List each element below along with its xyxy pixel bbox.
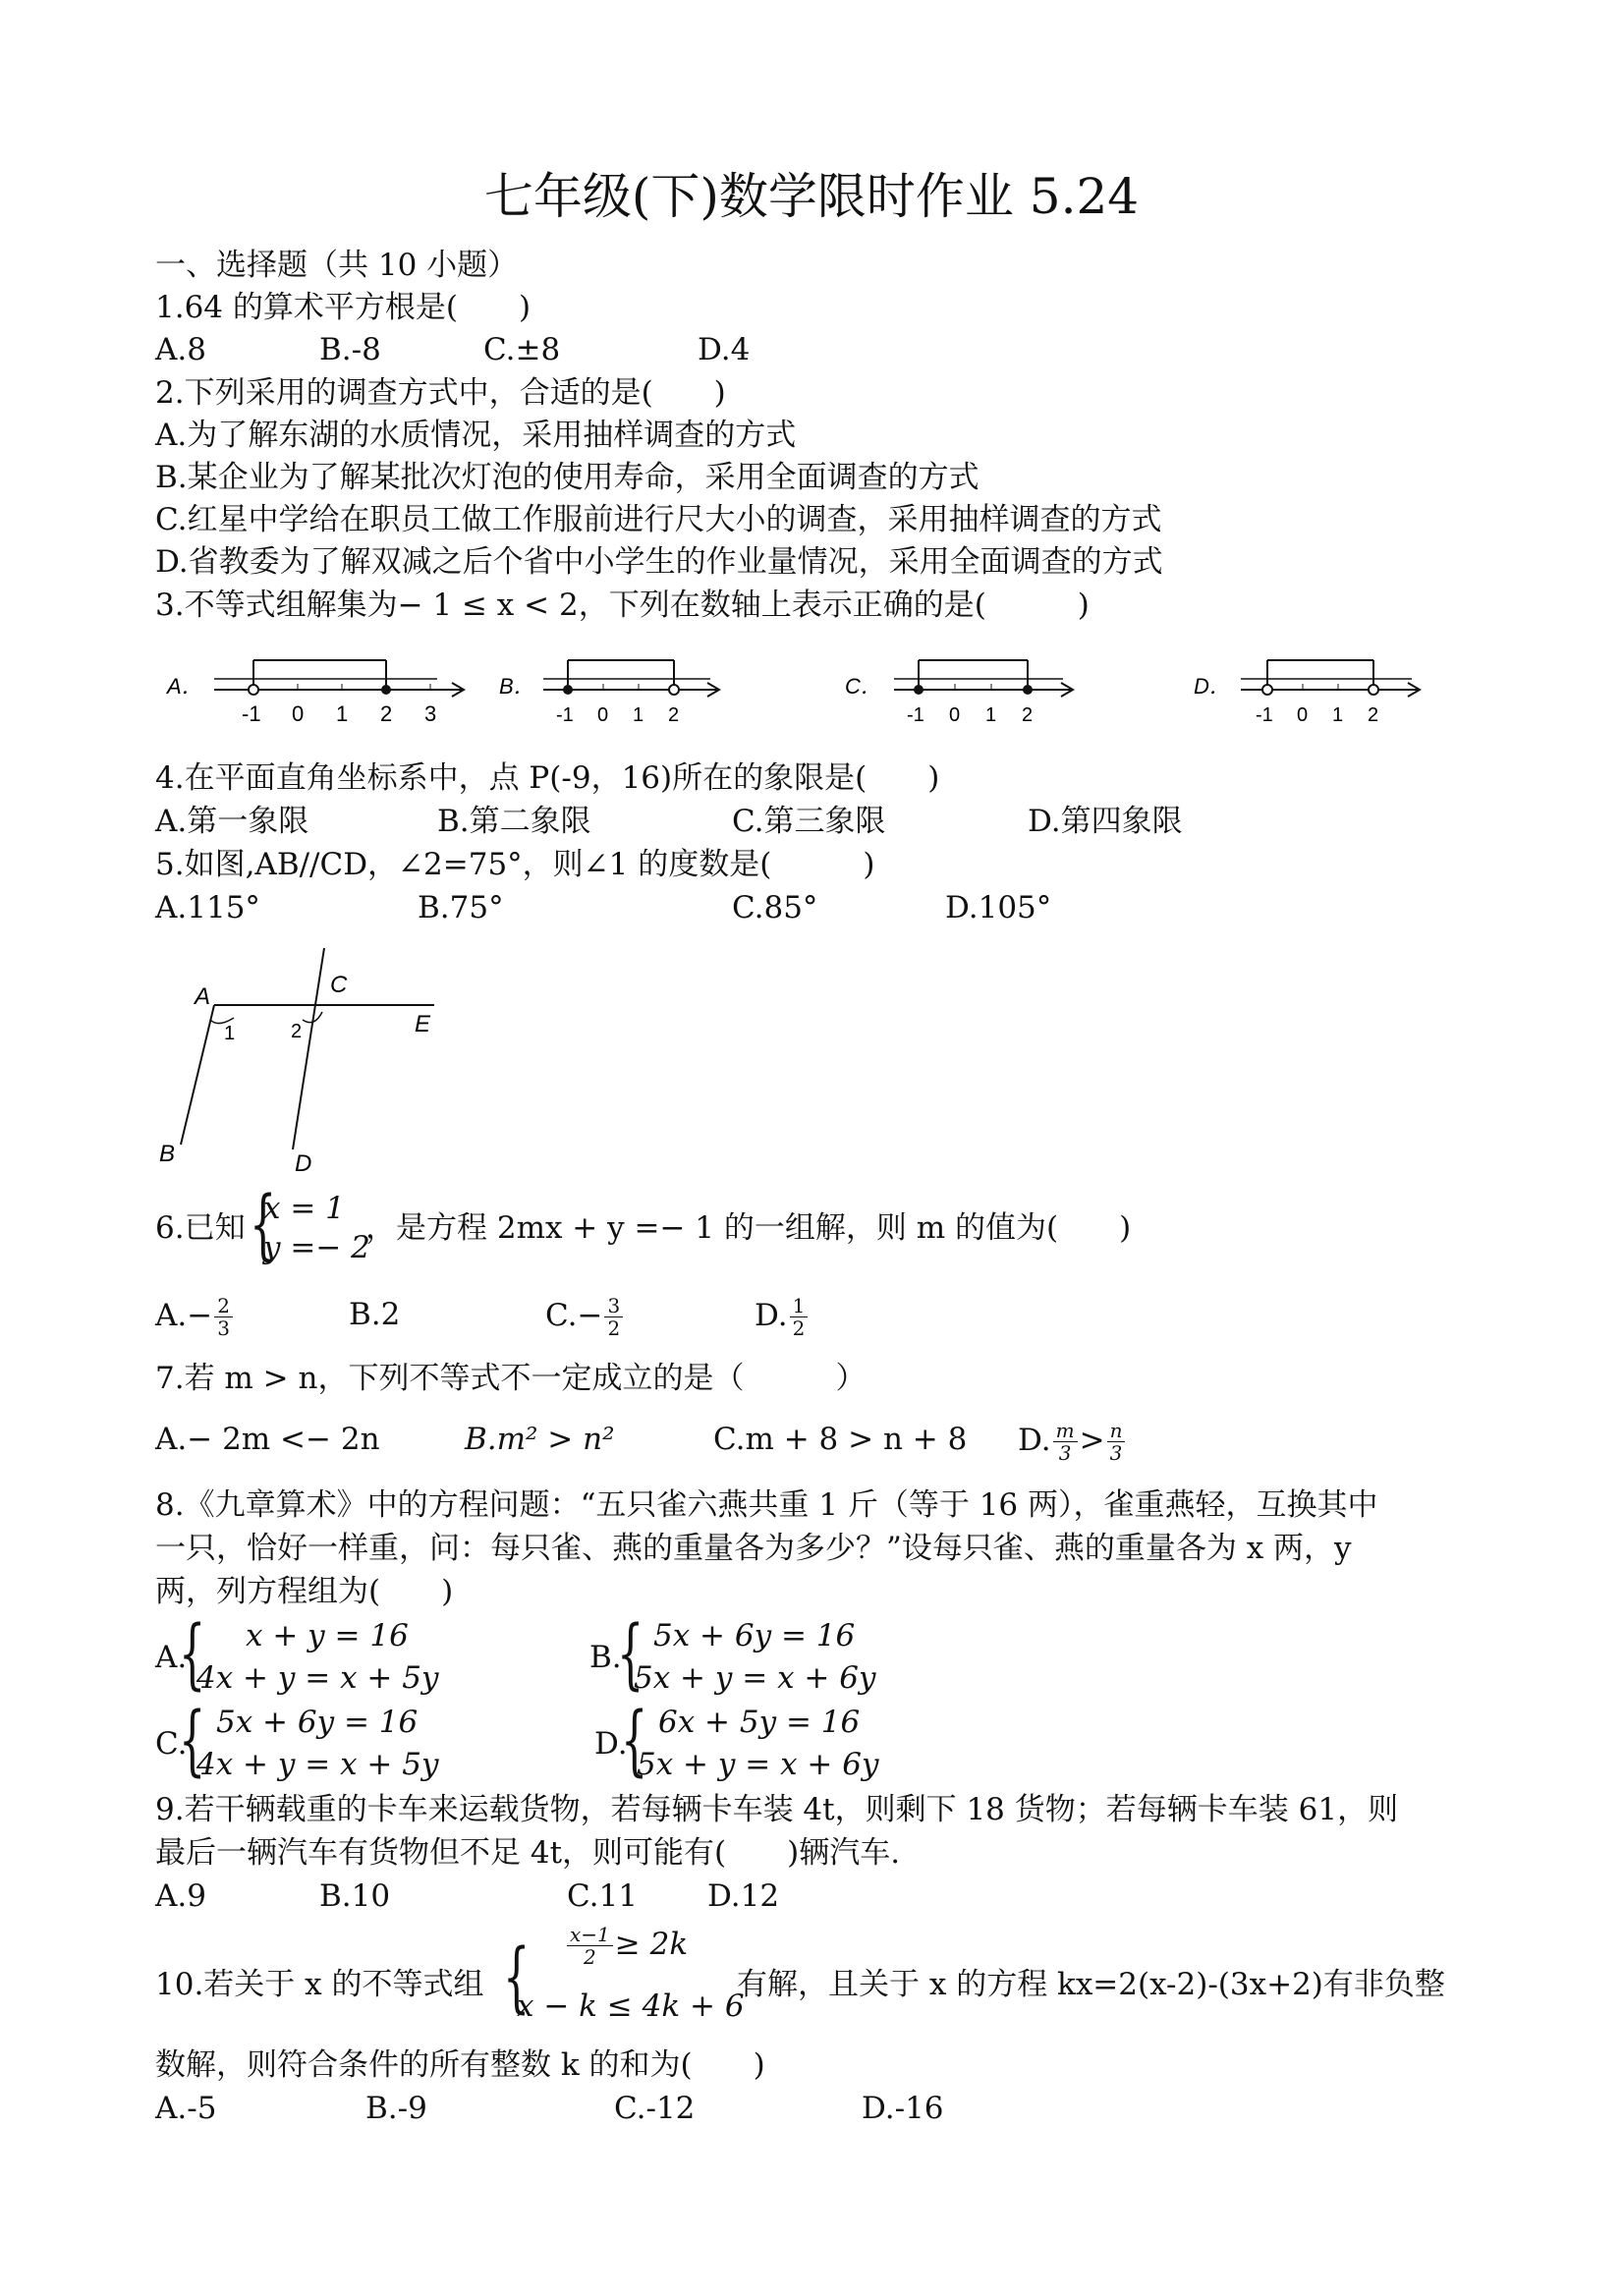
q5-option-a: A.115° bbox=[155, 890, 260, 925]
q7-d-den1: 3 bbox=[1058, 1441, 1072, 1465]
q1-stem: 1.64 的算术平方根是( ) bbox=[155, 290, 532, 325]
q10-option-b: B.-9 bbox=[365, 2091, 427, 2126]
q3-b-tick: 1 bbox=[633, 704, 644, 726]
q3-b-tick: 0 bbox=[597, 704, 609, 726]
q9-option-b: B.10 bbox=[319, 1878, 391, 1914]
q3-c-tick: 1 bbox=[985, 704, 997, 726]
q1-option-b: B.-8 bbox=[319, 332, 381, 367]
q3-stem: 3.不等式组解集为− 1 ≤ x < 2，下列在数轴上表示正确的是( ) bbox=[155, 588, 1090, 623]
q10-line-2: 数解，则符合条件的所有整数 k 的和为( ) bbox=[155, 2047, 765, 2083]
q8-c-eq2: 4x + y = x + 5y bbox=[196, 1747, 439, 1782]
point-b-label: B bbox=[159, 1141, 176, 1167]
q10-stem: 有解，且关于 x 的方程 kx=2(x-2)-(3x+2)有非负整 bbox=[737, 1967, 1445, 2002]
q6-d-num: 1 bbox=[790, 1295, 809, 1317]
q2-option-a: A.为了解东湖的水质情况，采用抽样调查的方式 bbox=[155, 418, 797, 453]
q6-c-fraction bbox=[604, 1295, 623, 1339]
q8-b-brace: { bbox=[617, 1610, 644, 1699]
q3-d-tick: -1 bbox=[1256, 704, 1273, 726]
q10-prefix: 10.若关于 x 的不等式组 bbox=[155, 1967, 484, 2002]
q3-number-lines bbox=[157, 639, 1474, 737]
q10-frac bbox=[567, 1924, 613, 1968]
q10-brace: { bbox=[503, 1933, 531, 2022]
q6-option-c bbox=[545, 1295, 625, 1339]
q3-a-tick: 1 bbox=[336, 701, 349, 726]
q6-d-den: 2 bbox=[792, 1316, 806, 1340]
q7-d-num2: n bbox=[1107, 1420, 1126, 1442]
q7-d-prefix: D. bbox=[1018, 1423, 1051, 1458]
q5-option-d: D.105° bbox=[945, 890, 1052, 925]
q8-line-2: 一只，恰好一样重，问：每只雀、燕的重量各为多少？”设每只雀、燕的重量各为 x 两，y bbox=[155, 1531, 1352, 1566]
q3-d-tick: 1 bbox=[1332, 704, 1344, 726]
q8-c-brace: { bbox=[179, 1697, 206, 1785]
q3-a-tick: 0 bbox=[292, 701, 305, 726]
q9-line-2: 最后一辆汽车有货物但不足 4t，则可能有( )辆汽车. bbox=[155, 1835, 901, 1871]
q6-a-fraction bbox=[214, 1295, 233, 1339]
q6-a-den: 3 bbox=[217, 1316, 230, 1340]
section-heading: 一、选择题（共 10 小题） bbox=[155, 248, 519, 283]
q4-option-b: B.第二象限 bbox=[437, 804, 591, 839]
number-line-d bbox=[1194, 660, 1420, 726]
q7-d-gt: > bbox=[1079, 1423, 1105, 1458]
q4-stem: 4.在平面直角坐标系中，点 P(-9，16)所在的象限是( ) bbox=[155, 760, 940, 796]
q6-d-prefix: D. bbox=[755, 1298, 788, 1333]
q10-ineq1-rhs: ≥ 2k bbox=[614, 1927, 689, 1962]
q6-stem: ，是方程 2mx + y =− 1 的一组解，则 m 的值为( ) bbox=[365, 1210, 1132, 1246]
q1-option-c: C.±8 bbox=[483, 332, 561, 367]
q8-b-eq2: 5x + y = x + 6y bbox=[634, 1660, 876, 1696]
q7-d-num1: m bbox=[1053, 1420, 1078, 1442]
q6-brace: { bbox=[250, 1181, 277, 1269]
q6-c-num: 3 bbox=[604, 1295, 623, 1317]
q3-a-tick: -1 bbox=[242, 701, 261, 726]
q2-stem: 2.下列采用的调查方式中，合适的是( ) bbox=[155, 375, 726, 411]
q5-option-c: C.85° bbox=[732, 890, 818, 925]
q8-a-brace: { bbox=[179, 1610, 206, 1699]
q3-a-tick: 3 bbox=[424, 701, 437, 726]
q8-a-eq2: 4x + y = x + 5y bbox=[196, 1660, 439, 1696]
q10-option-a: A.-5 bbox=[155, 2091, 217, 2126]
q3-label-c: C． bbox=[845, 674, 882, 699]
point-a-label: A bbox=[195, 983, 211, 1010]
q2-option-c: C.红星中学给在职员工做工作服前进行尺大小的调查，采用抽样调查的方式 bbox=[155, 502, 1162, 537]
q6-a-num: 2 bbox=[214, 1295, 233, 1317]
q7-option-c: C.m + 8 > n + 8 bbox=[713, 1422, 968, 1457]
q3-label-b: B． bbox=[499, 674, 535, 699]
q8-b-eq1: 5x + 6y = 16 bbox=[653, 1618, 856, 1653]
q4-option-a: A.第一象限 bbox=[155, 804, 309, 839]
q2-option-d: D.省教委为了解双减之后个省中小学生的作业量情况，采用全面调查的方式 bbox=[155, 544, 1163, 580]
q9-line-1: 9.若干辆载重的卡车来运载货物，若每辆卡车装 4t，则剩下 18 货物；若每辆卡车装 61，则 bbox=[155, 1792, 1399, 1827]
q6-c-prefix: C.− bbox=[545, 1298, 603, 1333]
q3-d-tick: 2 bbox=[1368, 704, 1379, 726]
q1-option-a: A.8 bbox=[155, 332, 206, 367]
q6-option-d bbox=[755, 1295, 810, 1339]
point-c-label: C bbox=[330, 972, 348, 998]
q10-ineq2: x − k ≤ 4k + 6 bbox=[517, 1988, 745, 2024]
q8-c-label: C. bbox=[155, 1726, 188, 1762]
q9-option-a: A.9 bbox=[155, 1878, 206, 1914]
q6-prefix: 6.已知 bbox=[155, 1210, 246, 1246]
page-title: 七年级(下)数学限时作业 5.24 bbox=[483, 168, 1140, 225]
q8-d-eq1: 6x + 5y = 16 bbox=[658, 1705, 861, 1740]
q8-d-label: D. bbox=[594, 1726, 628, 1762]
q10-option-c: C.-12 bbox=[614, 2091, 696, 2126]
q10-frac-num: x−1 bbox=[567, 1924, 613, 1946]
angle-1-label: 1 bbox=[224, 1023, 236, 1044]
q7-d-frac2 bbox=[1107, 1420, 1126, 1464]
q5-parallel-lines-figure bbox=[147, 933, 462, 1189]
q2-option-b: B.某企业为了解某批次灯泡的使用寿命，采用全面调查的方式 bbox=[155, 460, 979, 495]
q6-option-b: B.2 bbox=[349, 1297, 401, 1332]
q8-d-brace: { bbox=[621, 1697, 648, 1785]
point-e-label: E bbox=[415, 1011, 431, 1037]
q5-stem: 5.如图,AB//CD，∠2=75°，则∠1 的度数是( ) bbox=[155, 847, 875, 882]
q7-option-b: B.m² > n² bbox=[465, 1422, 615, 1457]
q4-option-d: D.第四象限 bbox=[1028, 804, 1183, 839]
q3-a-tick: 2 bbox=[380, 701, 393, 726]
q6-eq2: y =− 2 bbox=[263, 1230, 370, 1265]
q8-a-label: A. bbox=[155, 1640, 188, 1675]
q8-d-eq2: 5x + y = x + 6y bbox=[637, 1747, 879, 1782]
q6-eq1: x = 1 bbox=[263, 1191, 345, 1226]
number-line-a bbox=[165, 660, 464, 726]
q6-c-den: 2 bbox=[607, 1316, 621, 1340]
angle-2-label: 2 bbox=[291, 1021, 303, 1042]
q3-d-tick: 0 bbox=[1297, 704, 1309, 726]
q9-option-c: C.11 bbox=[567, 1878, 638, 1914]
q6-a-prefix: A.− bbox=[155, 1298, 213, 1333]
point-d-label: D bbox=[295, 1150, 312, 1177]
number-line-c bbox=[845, 660, 1073, 726]
q10-option-d: D.-16 bbox=[862, 2091, 944, 2126]
q7-d-frac1 bbox=[1053, 1420, 1078, 1464]
q3-c-tick: 2 bbox=[1022, 704, 1034, 726]
q8-b-label: B. bbox=[589, 1640, 622, 1675]
q8-line-1: 8.《九章算术》中的方程问题：“五只雀六燕共重 1 斤（等于 16 两），雀重燕轻，互换其中 bbox=[155, 1487, 1378, 1523]
q3-c-tick: 0 bbox=[949, 704, 961, 726]
number-line-b bbox=[499, 660, 719, 726]
q3-label-a: A． bbox=[167, 674, 203, 699]
q3-c-tick: -1 bbox=[907, 704, 924, 726]
q8-line-3: 两，列方程组为( ) bbox=[155, 1574, 454, 1609]
q7-d-den2: 3 bbox=[1109, 1441, 1123, 1465]
q9-option-d: D.12 bbox=[707, 1878, 780, 1914]
q7-option-d bbox=[1018, 1420, 1127, 1464]
q3-label-d: D． bbox=[1194, 674, 1231, 699]
q3-b-tick: -1 bbox=[556, 704, 574, 726]
q6-option-a bbox=[155, 1295, 235, 1339]
q7-option-a: A.− 2m <− 2n bbox=[155, 1422, 380, 1457]
q8-a-eq1: x + y = 16 bbox=[246, 1618, 409, 1653]
q8-c-eq1: 5x + 6y = 16 bbox=[216, 1705, 419, 1740]
q5-option-b: B.75° bbox=[418, 890, 504, 925]
q7-stem: 7.若 m > n，下列不等式不一定成立的是（ ） bbox=[155, 1361, 867, 1396]
q3-b-tick: 2 bbox=[668, 704, 680, 726]
q10-ineq1 bbox=[565, 1924, 688, 1968]
q1-option-d: D.4 bbox=[698, 332, 751, 367]
q6-d-fraction bbox=[790, 1295, 809, 1339]
q4-option-c: C.第三象限 bbox=[732, 804, 886, 839]
q10-frac-den: 2 bbox=[584, 1945, 596, 1969]
